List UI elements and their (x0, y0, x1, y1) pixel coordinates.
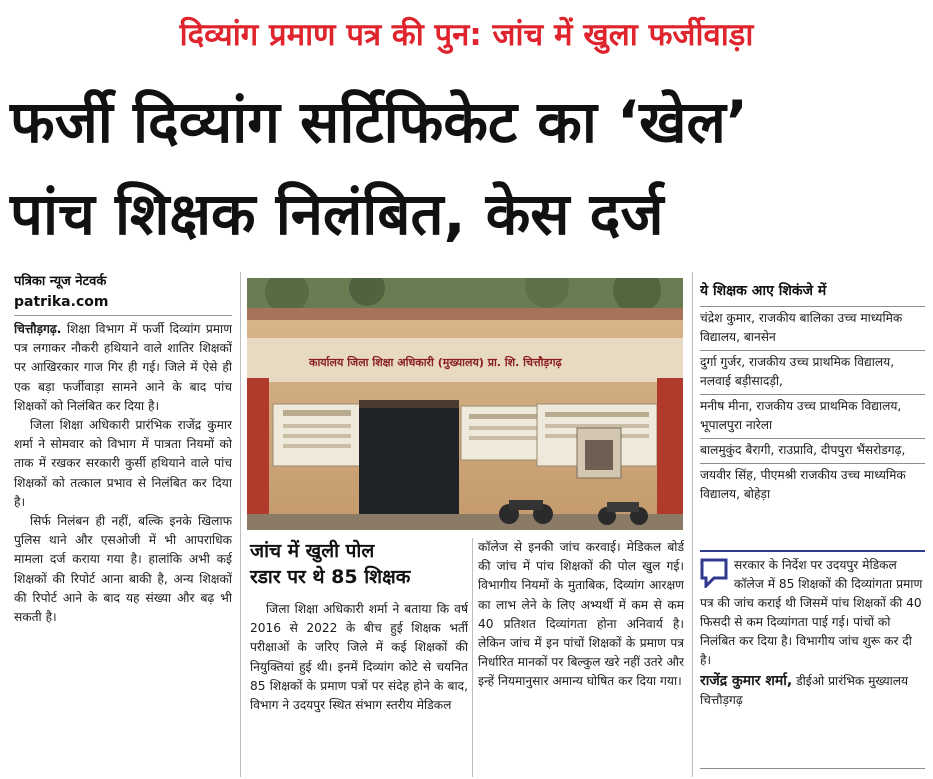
column-divider (692, 272, 693, 777)
column-divider (472, 538, 473, 777)
article-body-1 (14, 320, 232, 627)
article-column-2 (250, 600, 468, 777)
quote-icon (700, 558, 728, 588)
column-divider (240, 272, 241, 777)
paragraph-2: जिला शिक्षा अधिकारी प्रारंभिक राजेंद्र कुमार शर्मा ने सोमवार को विभाग में पात्रता नियमों को ताक में रखकर सरकारी कुर्सी हथियाने वाले पांच शिक्षकों को तत्काल प्रभाव से निलंबित कर दिया है। (14, 418, 232, 509)
paragraph-4: जिला शिक्षा अधिकारी शर्मा ने बताया कि वर्ष 2016 से 2022 के बीच हुई शिक्षक भर्ती परीक्षाओं के जरिए जिले में कई शिक्षकों की नियुक्तियां हुई थी। इनमें दिव्यांग कोटे से चयनित 85 शिक्षकों के प्रमाण पत्रों पर संदेह होने के बाद, विभाग ने उदयपुर स्थित संभाग स्तरीय मेडिकल (250, 602, 468, 713)
paragraph-1-text: शिक्षा विभाग में फर्जी दिव्यांग प्रमाण पत्र लगाकर नौकरी हथियाने वाले शातिर शिक्षकों पर आखिरकार गाज गिर ही गई। जिले में ऐसे ही एक बड़ा फर्जीवाड़ा सामने आने के बाद पांच शिक्षकों को निलंबित कर दिया है। (14, 322, 232, 413)
official-quote-box (700, 550, 925, 765)
quote-author-title: डीईओ प्रारंभिक मुख्यालय चित्तौड़गढ़ (700, 674, 909, 707)
quote-author-name: राजेंद्र कुमार शर्मा, (700, 673, 793, 689)
paragraph-5: कॉलेज से इनकी जांच करवाई। मेडिकल बोर्ड की जांच में पांच शिक्षकों की पोल खुल गई। विभागीय नियमों के मुताबिक, दिव्यांग आरक्षण का लाभ लेने के लिए अभ्यर्थी में कम से कम 40 प्रतिशत दिव्यांगता होना अनिवार्य है। लेकिन जांच में इन पांचों शिक्षकों के प्रमाण पत्र निर्धारित मानकों पर बिल्कुल खरे नहीं उतरे और इन्हें नियमानुसार अमान्य घोषित कर दिया गया। (478, 540, 684, 689)
site-name: patrika.com (14, 292, 232, 316)
kicker-headline: दिव्यांग प्रमाण पत्र की पुन: जांच में खुला फर्जीवाड़ा (179, 17, 754, 53)
quote-author (700, 672, 925, 710)
office-sign-text: कार्यालय जिला शिक्षा अधिकारी (मुख्यालय) प्रा. शि. चित्तौड़गढ़ (309, 356, 562, 369)
list-item: मनीष मीना, राजकीय उच्च प्राथमिक विद्यालय, भूपालपुरा नारेला (700, 394, 925, 438)
paragraph-1 (14, 320, 232, 416)
headline-line-2: पांच शिक्षक निलंबित, केस दर्ज (10, 180, 664, 248)
office-building-image (247, 278, 683, 530)
sub-headline-line-2: रडार पर थे 85 शिक्षक (250, 566, 411, 588)
suspended-teachers-box (700, 280, 925, 550)
list-item: बालमुकुंद बैरागी, राउप्रावि, दीपपुरा भैंसरोडगढ़, (700, 438, 925, 463)
byline: पत्रिका न्यूज नेटवर्क (14, 274, 107, 289)
office-photo (247, 278, 683, 530)
headline-line-1: फर्जी दिव्यांग सर्टिफिकेट का ‘खेल’ (10, 88, 748, 156)
quote-text: सरकार के निर्देश पर उदयपुर मेडिकल कॉलेज में 85 शिक्षकों की दिव्यांगता प्रमाण पत्र की जांच कराई थी जिसमें पांच शिक्षकों की 40 फिसदी से कम दिव्यांगता पाई गई। पांचों को निलंबित कर दिया है। विभागीय जांच शुरू कर दी है। (700, 558, 923, 667)
sub-headline-line-1: जांच में खुली पोल (250, 540, 375, 562)
article-column-3 (478, 538, 684, 777)
list-item: जयवीर सिंह, पीएमश्री राजकीय उच्च माध्यमिक विद्यालय, बोहेड़ा (700, 463, 925, 507)
sub-headline (250, 538, 470, 590)
article-column-1 (14, 272, 232, 777)
list-item: चंद्रेश कुमार, राजकीय बालिका उच्च माध्यमिक विद्यालय, बानसेन (700, 306, 925, 350)
main-headline (10, 76, 925, 260)
dateline: चित्तौड़गढ़. (14, 322, 62, 336)
paragraph-3: सिर्फ निलंबन ही नहीं, बल्कि इनके खिलाफ पुलिस थाने और एसओजी में भी आपराधिक मामला दर्ज कराया गया है। हालांकि अभी कई शिक्षकों की रिपोर्ट आना बाकी है, अन्य शिक्षकों की रिपोर्ट आने के बाद यह संख्या और बढ़ भी सकती है। (14, 514, 232, 625)
sidebar-title: ये शिक्षक आए शिकंजे में (700, 283, 827, 299)
list-item: दुर्गा गुर्जर, राजकीय उच्च प्राथमिक विद्यालय, नलवाई बड़ीसादड़ी, (700, 350, 925, 394)
sidebar-bottom-rule (700, 768, 925, 769)
